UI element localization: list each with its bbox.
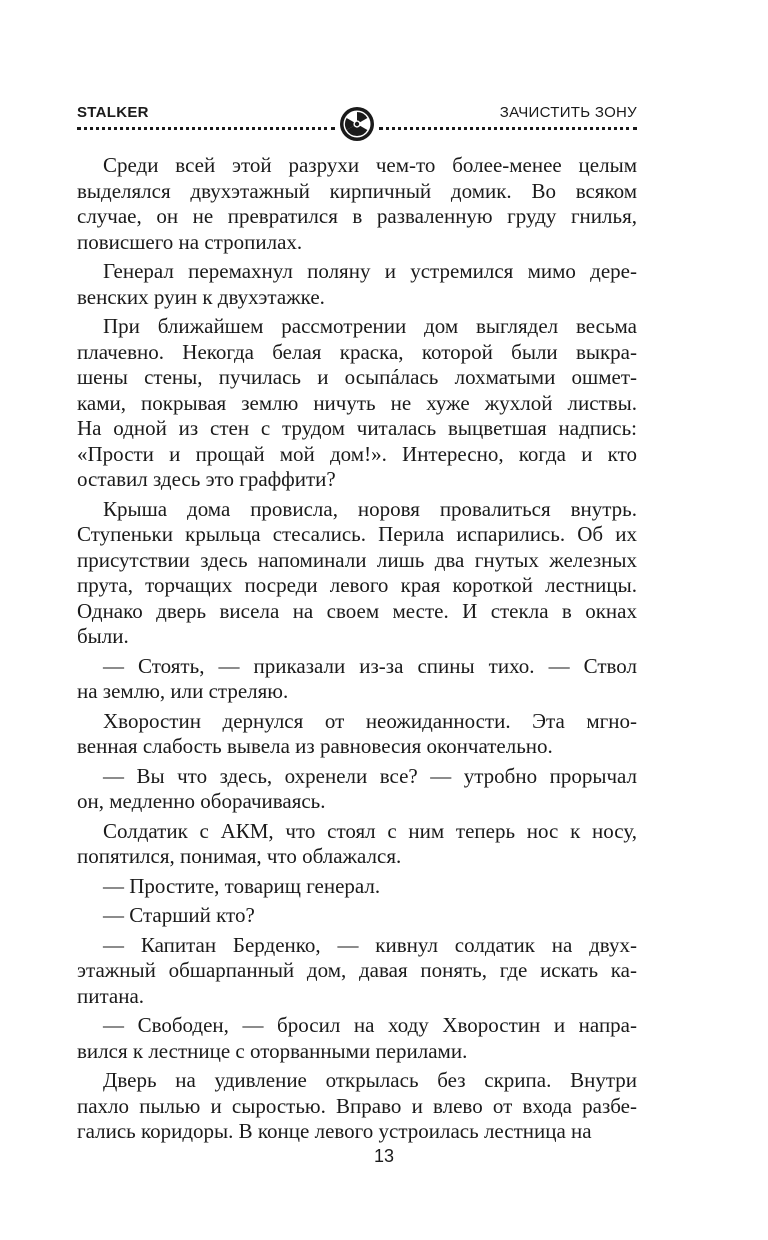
text-line: — Капитан Берденко, — кивнул солдатик на двух-	[103, 932, 637, 957]
text-line: Генерал перемахнул поляну и устремился мимо дере-	[103, 259, 637, 283]
text-line: питана.	[77, 983, 145, 1008]
text-line: — Старший кто?	[103, 903, 255, 927]
text-line: на землю, или стреляю.	[77, 679, 289, 703]
text-line: случае, он не превратился в разваленную груду гнилья,	[77, 204, 637, 228]
paragraph	[77, 764, 637, 815]
paragraph	[77, 874, 637, 900]
paragraph	[77, 1013, 637, 1064]
text-line: шены стены, пучилась и осыпáлась лохматыми ошмет-	[77, 365, 637, 389]
text-line: плачевно. Некогда белая краска, которой были выкра-	[77, 339, 637, 364]
text-line: Крыша дома провисла, норовя провалиться внутрь.	[103, 496, 637, 521]
paragraph	[77, 903, 637, 929]
text-line: Ступеньки крыльца стесались. Перила испарились. Об их	[77, 522, 637, 546]
text-line: он, медленно оборачиваясь.	[77, 789, 326, 813]
series-title: STALKER	[77, 104, 149, 121]
text-line: «Прости и прощай мой дом!». Интересно, когда и кто	[77, 441, 637, 466]
text-line: Среди всей этой разрухи чем-то более-менее целым	[103, 153, 637, 177]
text-line: венная слабость вывела из равновесия окончательно.	[77, 734, 553, 758]
text-line: прута, торчащих посреди левого края короткой лестницы.	[77, 573, 637, 597]
text-line: повисшего на стропилах.	[77, 229, 303, 254]
paragraph	[77, 709, 637, 760]
text-line: — Свободен, — бросил на ходу Хворостин и напра-	[103, 1013, 637, 1037]
radiation-icon	[339, 106, 375, 142]
text-line: Однако дверь висела на своем месте. И стекла в окнах	[77, 598, 637, 623]
dotted-rule-left	[77, 127, 335, 130]
paragraph	[77, 497, 637, 650]
paragraph	[77, 933, 637, 1010]
text-line: вился к лестнице с оторванными перилами.	[77, 1038, 468, 1063]
text-line: ками, покрывая землю ничуть не хуже жухлой листвы.	[77, 390, 637, 415]
paragraph	[77, 153, 637, 255]
text-line: Дверь на удивление открылась без скрипа. Внутри	[103, 1068, 637, 1092]
running-header	[77, 92, 637, 142]
dotted-rule-right	[379, 127, 637, 130]
paragraph	[77, 1068, 637, 1145]
text-line: этажный обшарпанный дом, давая понять, где искать ка-	[77, 958, 637, 982]
text-line: были.	[77, 624, 129, 648]
text-line: На одной из стен с трудом читалась выцветшая надпись:	[77, 416, 637, 440]
paragraph	[77, 259, 637, 310]
text-line: — Простите, товарищ генерал.	[103, 873, 381, 898]
paragraph	[77, 654, 637, 705]
text-line: гались коридоры. В конце левого устроилась лестница на	[77, 1119, 592, 1143]
text-line: Солдатик с АКМ, что стоял с ним теперь нос к носу,	[103, 818, 637, 843]
text-line: выделялся двухэтажный кирпичный домик. Во всяком	[77, 178, 637, 203]
text-line: оставил здесь это граффити?	[77, 467, 336, 491]
text-line: пахло пылью и сыростью. Вправо и влево от входа разбе-	[77, 1093, 637, 1118]
paragraph	[77, 819, 637, 870]
text-line: — Стоять, — приказали из-за спины тихо. — Ствол	[103, 653, 637, 678]
page-number: 13	[373, 1146, 395, 1166]
text-line: венских руин к двухэтажке.	[77, 284, 325, 309]
text-line: — Вы что здесь, охренели все? — утробно прорычал	[103, 763, 637, 788]
paragraph	[77, 314, 637, 493]
text-line: Хворостин дернулся от неожиданности. Эта мгно-	[103, 708, 637, 733]
book-title: ЗАЧИСТИТЬ ЗОНУ	[499, 104, 637, 121]
text-line: присутствии здесь напоминали лишь два гнутых железных	[77, 547, 637, 572]
body-text	[77, 153, 637, 1149]
text-line: попятился, понимая, что облажался.	[77, 844, 402, 868]
text-line: При ближайшем рассмотрении дом выглядел весьма	[103, 314, 637, 338]
